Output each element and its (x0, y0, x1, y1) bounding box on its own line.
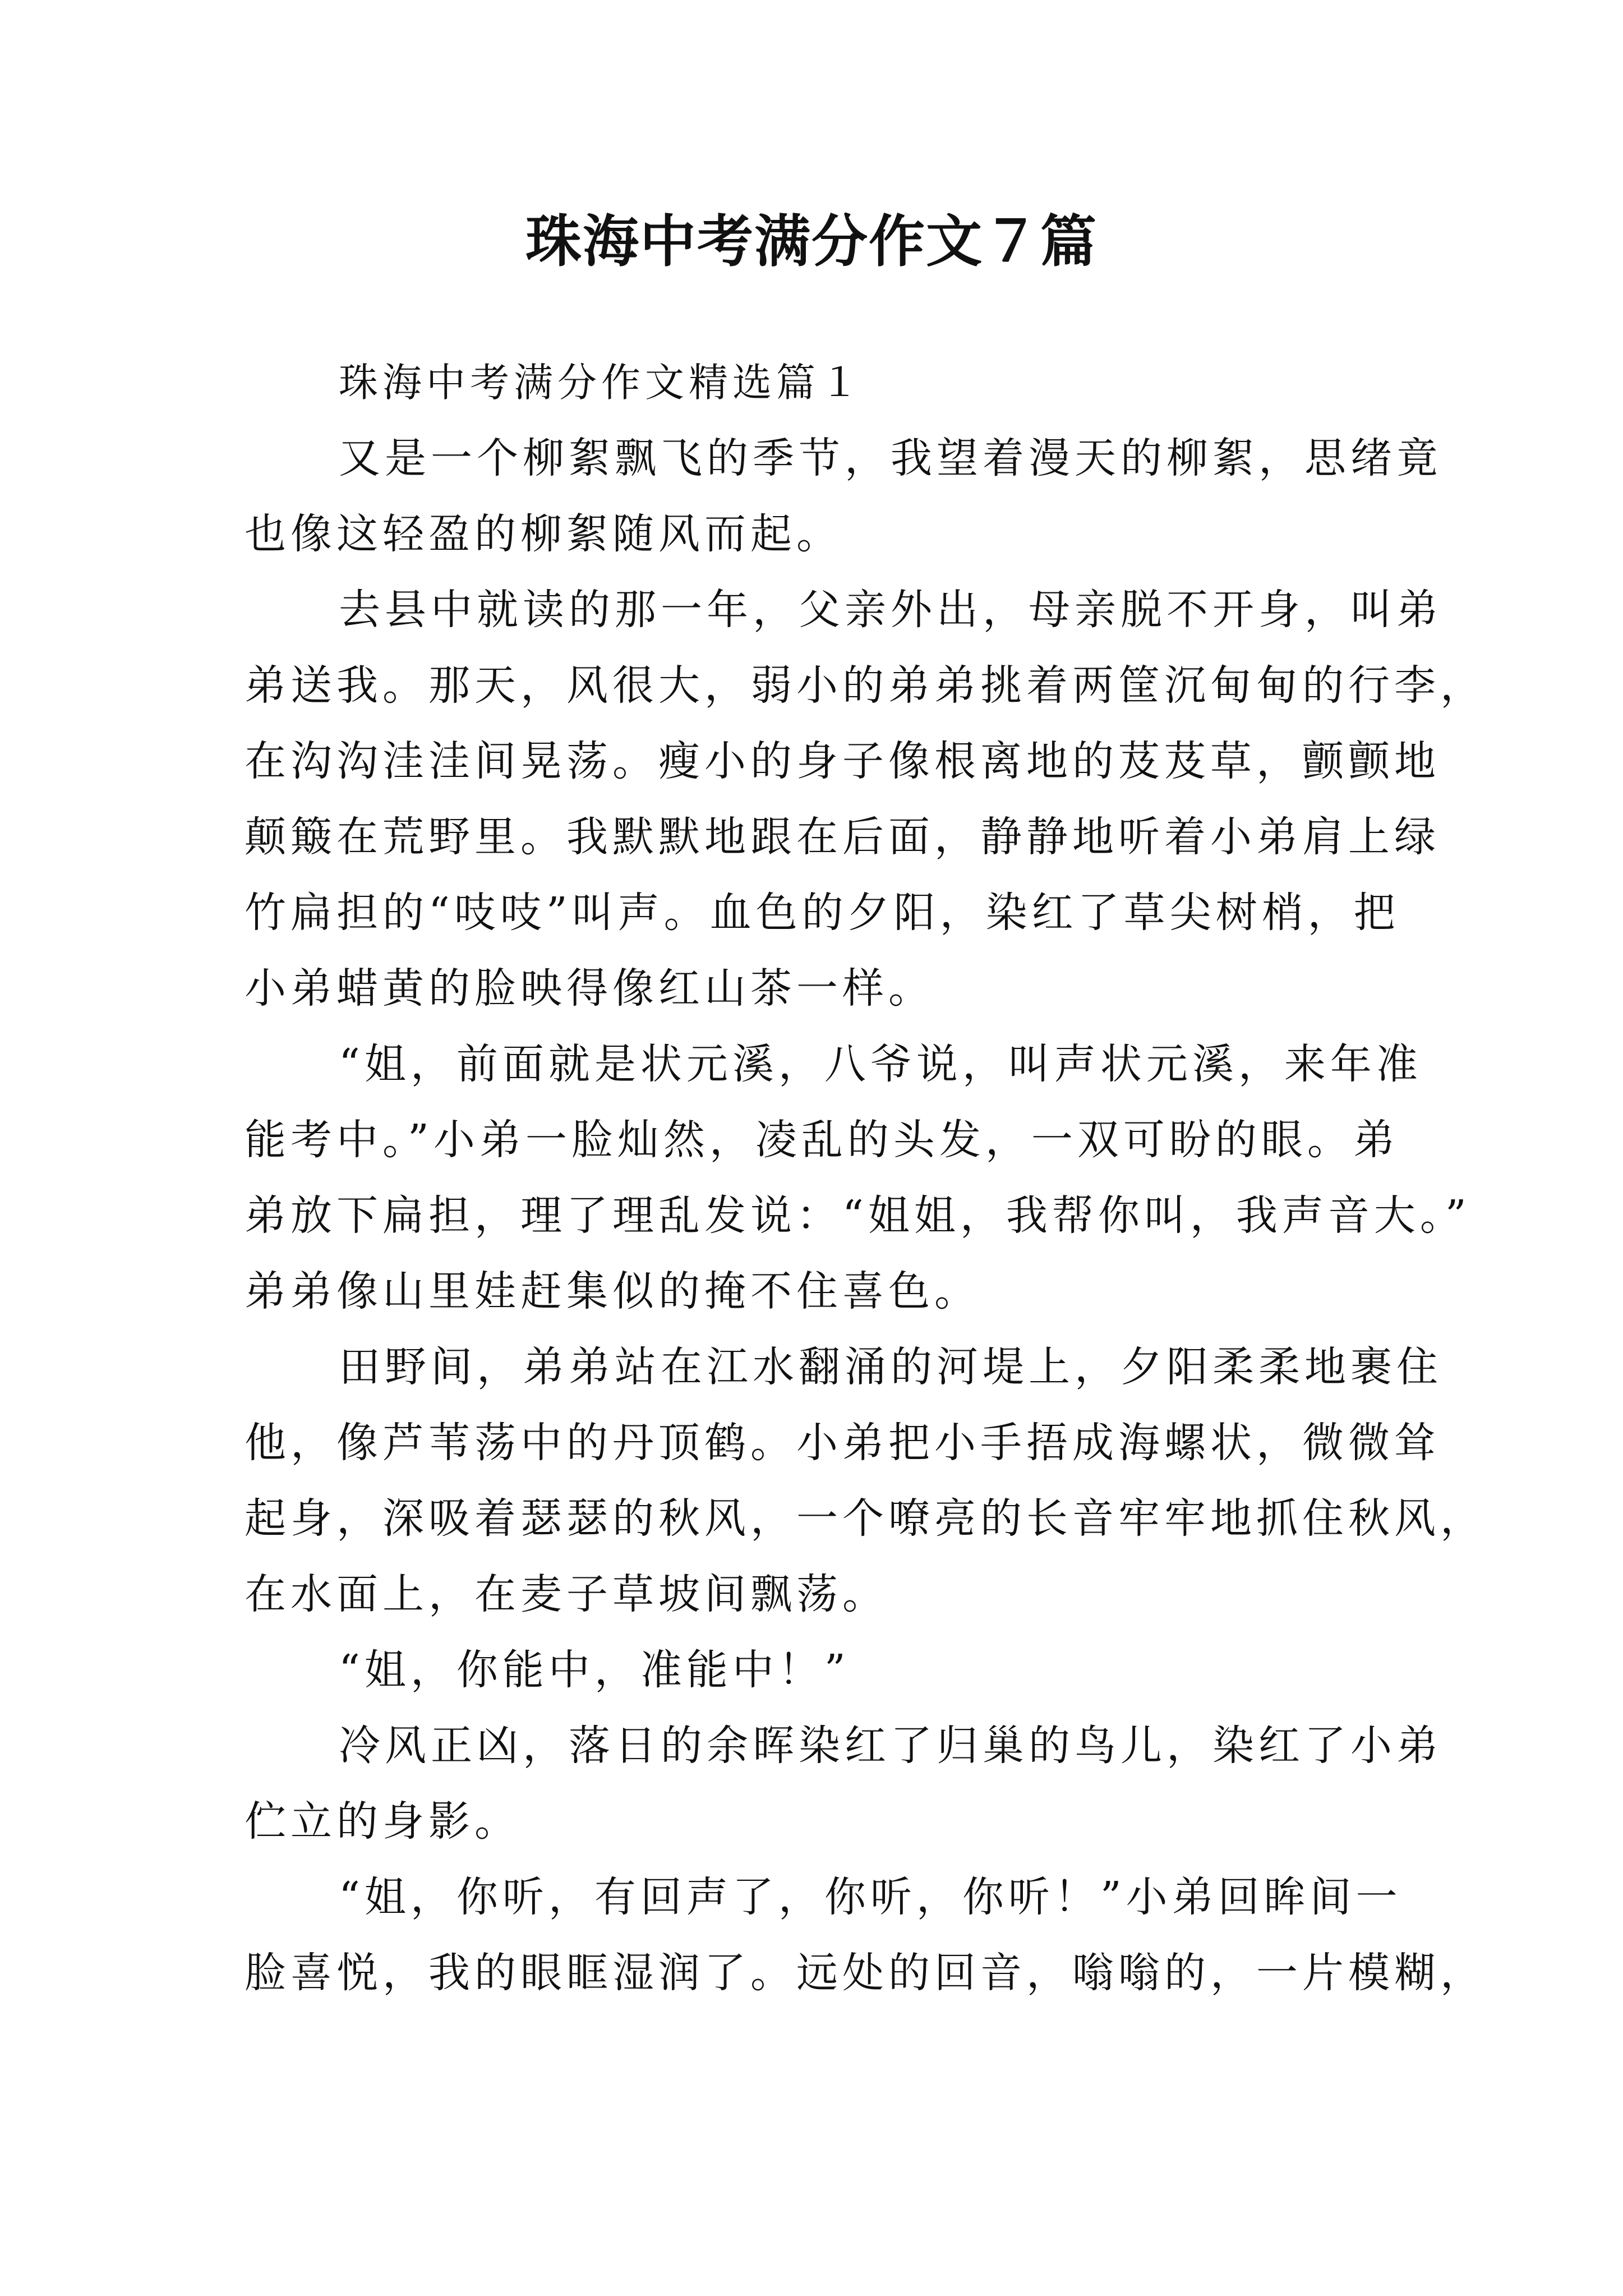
text-line: 弟弟像山里娃赶集似的掩不住喜色。 (245, 1267, 980, 1315)
text-line: “姐，你听，有回声了，你听，你听！”小弟回眸间一 (339, 1873, 1402, 1921)
document-body (245, 345, 1486, 2011)
text-line: “姐，前面就是状元溪，八爷说，叫声状元溪，来年准 (339, 1040, 1422, 1088)
text-line: “姐，你能中，准能中！” (339, 1646, 850, 1694)
text-line: 弟放下扁担，理了理乱发说：“姐姐，我帮你叫，我声音大。” (245, 1191, 1471, 1240)
text-line: 颠簸在荒野里。我默默地跟在后面，静静地听着小弟肩上绿 (245, 813, 1440, 861)
document-title: 珠海中考满分作文７篇 (525, 208, 1098, 274)
text-line: 起身，深吸着瑟瑟的秋风，一个嘹亮的长音牢牢地抓住秋风， (245, 1494, 1486, 1543)
text-line: 竹扁担的“吱吱”叫声。血色的夕阳，染红了草尖树梢，把 (245, 889, 1400, 937)
text-line: 小弟蜡黄的脸映得像红山茶一样。 (245, 964, 934, 1013)
text-line: 田野间，弟弟站在江水翻涌的河堤上，夕阳柔柔地裹住 (339, 1343, 1442, 1391)
paragraph-lines (245, 421, 1486, 2011)
text-line: 在水面上，在麦子草坡间飘荡。 (245, 1570, 888, 1618)
text-line: 去县中就读的那一年，父亲外出，母亲脱不开身，叫弟 (339, 586, 1442, 634)
text-line: 又是一个柳絮飘飞的季节，我望着漫天的柳絮，思绪竟 (339, 434, 1442, 482)
text-line: 伫立的身影。 (245, 1797, 520, 1846)
section-heading: 珠海中考满分作文精选篇１ (339, 360, 864, 406)
text-line: 他，像芦苇荡中的丹顶鹤。小弟把小手捂成海螺状，微微耸 (245, 1419, 1440, 1467)
text-line: 弟送我。那天，风很大，弱小的弟弟挑着两筐沉甸甸的行李， (245, 661, 1486, 710)
text-line: 脸喜悦，我的眼眶湿润了。远处的回音，嗡嗡的，一片模糊， (245, 1949, 1486, 1997)
text-line: 能考中。”小弟一脸灿然，凌乱的头发，一双可盼的眼。弟 (245, 1116, 1399, 1164)
text-line: 在沟沟洼洼间晃荡。瘦小的身子像根离地的芨芨草，颤颤地 (245, 737, 1440, 785)
text-line: 也像这轻盈的柳絮随风而起。 (245, 510, 842, 558)
text-line: 冷风正凶，落日的余晖染红了归巢的鸟儿，染红了小弟 (339, 1722, 1442, 1770)
